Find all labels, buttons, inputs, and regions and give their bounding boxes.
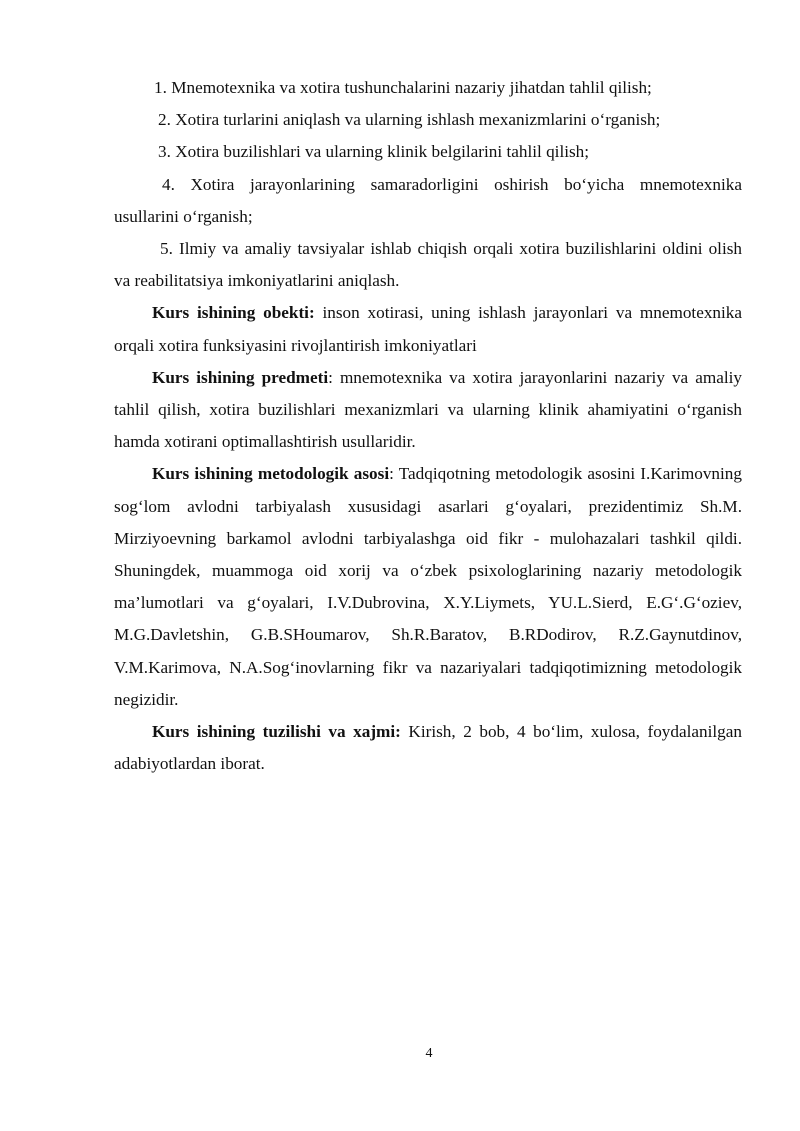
methodology-text: : Tadqiqotning metodologik asosini I.Karimovning sog‘lom avlodni tarbiyalash xususidagi asarlari g‘oyalari, prezidentimiz Sh.M. Mirziyoevning barkamol avlodni tarbiyalashga oid fikr - mulohazalari tashkil qildi. Shuningdek, muammoga oid xorij va o‘zbek psixologlarining nazariy metodologik ma’lumotlari va g‘oyalari, I.V.Dubrovina, X.Y.Liymets, YU.L.Sierd, E.G‘.G‘oziev, M.G.Davletshin, G.B.SHoumarov, Sh.R.Baratov, B.RDodirov, R.Z.Gaynutdinov, V.M.Karimova, N.A.Sog‘inovlarning fikr va nazariyalari tadqiqotimizning metodologik negizidir. [114, 464, 742, 709]
task-item-3: 3. Xotira buzilishlari va ularning klinik belgilarini tahlil qilish; [158, 142, 590, 162]
page-number: 4 [425, 1046, 433, 1061]
subject-label: Kurs ishining predmeti [152, 367, 329, 387]
structure-text: Kirish, 2 bob, 4 bo‘lim, xulosa, foydalanilgan adabiyotlardan iborat. [114, 722, 742, 774]
subject-paragraph [114, 362, 742, 459]
structure-paragraph [114, 716, 742, 780]
task-item-1: 1. Mnemotexnika va xotira tushunchalarini nazariy jihatdan tahlil qilish; [154, 78, 652, 97]
task-item-2: 2. Xotira turlarini aniqlash va ularning ishlash mexanizmlarini o‘rganish; [158, 110, 661, 130]
task-item-5: 5. Ilmiy va amaliy tavsiyalar ishlab chiqish orqali xotira buzilishlarini oldini olish va reabilitatsiya imkoniyatlarini aniqlash. [114, 239, 742, 291]
document-page [114, 72, 742, 780]
methodology-label: Kurs ishining metodologik asosi [152, 464, 390, 484]
object-paragraph [114, 297, 742, 361]
object-label: Kurs ishining obekti: [152, 303, 315, 323]
subject-text: : mnemotexnika va xotira jarayonlarini nazariy va amaliy tahlil qilish, xotira buzilishlari mexanizmlari va ularning klinik ahamiyatini o‘rganish hamda xotirani optimallashtirish usullaridir. [114, 367, 742, 452]
object-text: inson xotirasi, uning ishlash jarayonlari va mnemotexnika orqali xotira funksiyasini rivojlantirish imkoniyatlari [114, 303, 743, 355]
methodology-paragraph [114, 458, 742, 716]
task-item-4: 4. Xotira jarayonlarining samaradorligini oshirish bo‘yicha mnemotexnika usullarini o‘rganish; [114, 174, 742, 226]
structure-label: Kurs ishining tuzilishi va xajmi: [152, 722, 401, 742]
